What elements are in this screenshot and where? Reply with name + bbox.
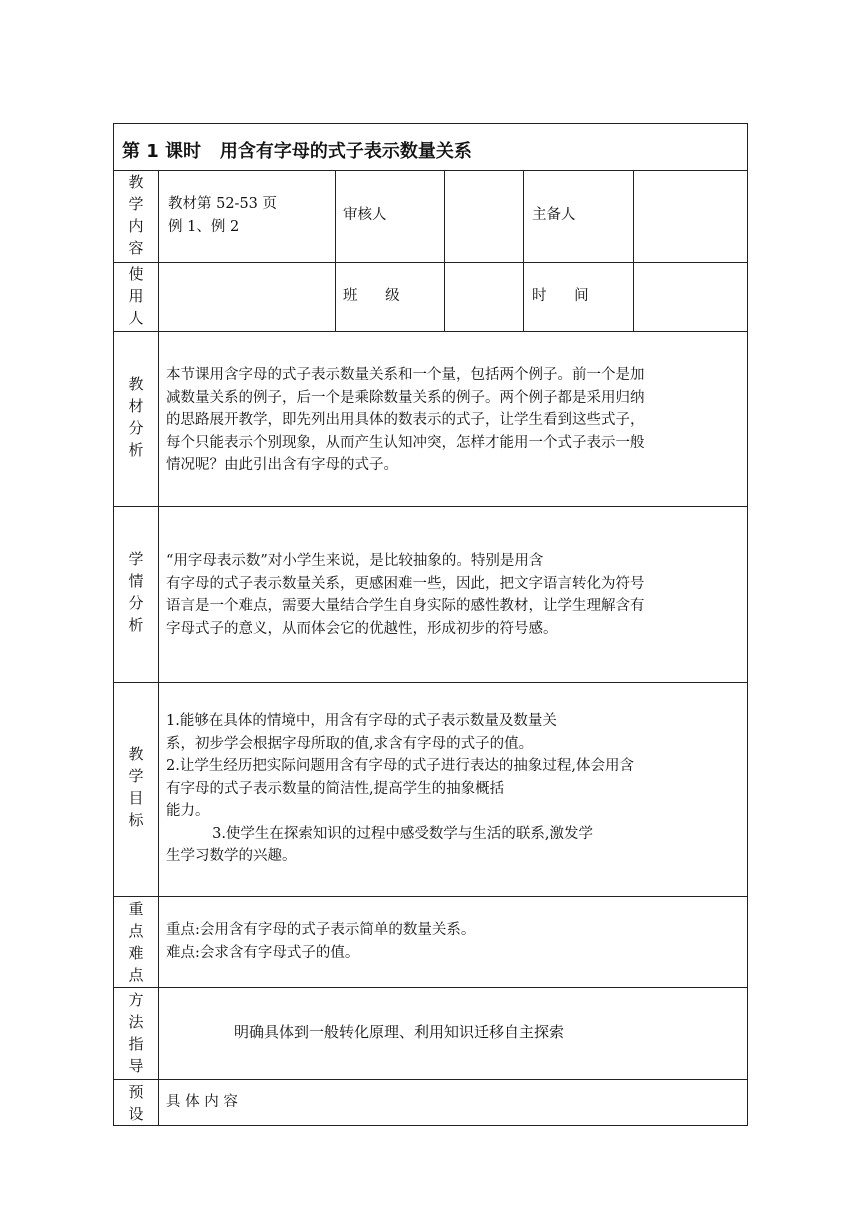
preset-text: 具 体 内 容 [166,1094,238,1110]
column-divider [523,170,524,331]
label-user: 使 用 人 [128,265,144,327]
column-divider [335,170,336,331]
textbook-pages: 教材第 52-53 页 例 1、例 2 [168,196,278,235]
user-value[interactable] [168,285,328,308]
lesson-title: 第 1 课时 用含有字母的式子表示数量关系 [122,141,472,162]
row-divider [114,262,747,263]
reviewer-value[interactable] [452,204,520,227]
label-teaching-goals: 教 学 目 标 [128,745,144,829]
method-text: 明确具体到一般转化原理、利用知识迁移自主探索 [234,1023,565,1041]
lesson-plan-table [113,123,748,1126]
label-preset: 预 设 [128,1083,144,1123]
reviewer-label: 审核人 [343,207,387,223]
column-divider [633,170,634,331]
time-value[interactable] [641,285,741,308]
preparer-value[interactable] [641,204,741,227]
row-divider [114,896,747,897]
label-key-points: 重 点 难 点 [128,900,144,984]
row-divider [114,170,747,171]
student-analysis-text: “用字母表示数”对小学生来说，是比较抽象的。特别是用含 有字母的式子表示数量关系，更感困难一些，因此，把文字语言转化为符号 语言是一个难点，需要大量结合学生自身实际的感性教材，让学生理解含有 字母式子的意义，从而体会它的优越性，形成初步的符号感。 [166,553,645,637]
row-divider [114,987,747,988]
material-analysis-text: 本节课用含字母的式子表示数量关系和一个量，包括两个例子。前一个是加 减数量关系的例子，后一个是乘除数量关系的例子。两个例子都是采用归纳 的思路展开教学，即先列出用具体的数表示的式子，让学生看到这些式子， 每个只能表示个别现象，从而产生认知冲突，怎样才能用一个式子表示一般 情况呢？由此引出含有字母的式子。 [166,367,645,473]
row-divider [114,1079,747,1080]
column-divider [158,170,159,1125]
row-divider [114,682,747,683]
time-label: 时 间 [532,288,589,304]
label-teaching-content: 教 学 内 容 [128,173,144,257]
class-label: 班 级 [343,288,400,304]
preparer-label: 主备人 [532,207,576,223]
column-divider [444,170,445,331]
class-value[interactable] [452,285,520,308]
label-material-analysis: 教 材 分 析 [128,375,144,459]
label-student-analysis: 学 情 分 析 [128,550,144,634]
teaching-goals-text: 1.能够在具体的情境中，用含有字母的式子表示数量及数量关 系，初步学会根据字母所取的值,求含有字母的式子的值。 2.让学生经历把实际问题用含有字母的式子进行表达的抽象过程,体会用含 有字母的式子表示数量的简洁性,提高学生的抽象概括 能力。 3.使学生在探索知识的过程中感受数学与生活的联系,激发学 生学习数学的兴趣。 [166,713,634,864]
row-divider [114,331,747,332]
row-divider [114,506,747,507]
key-points-text: 重点:会用含有字母的式子表示简单的数量关系。 难点:会求含有字母式子的值。 [166,922,476,961]
label-method: 方 法 指 导 [128,991,144,1075]
